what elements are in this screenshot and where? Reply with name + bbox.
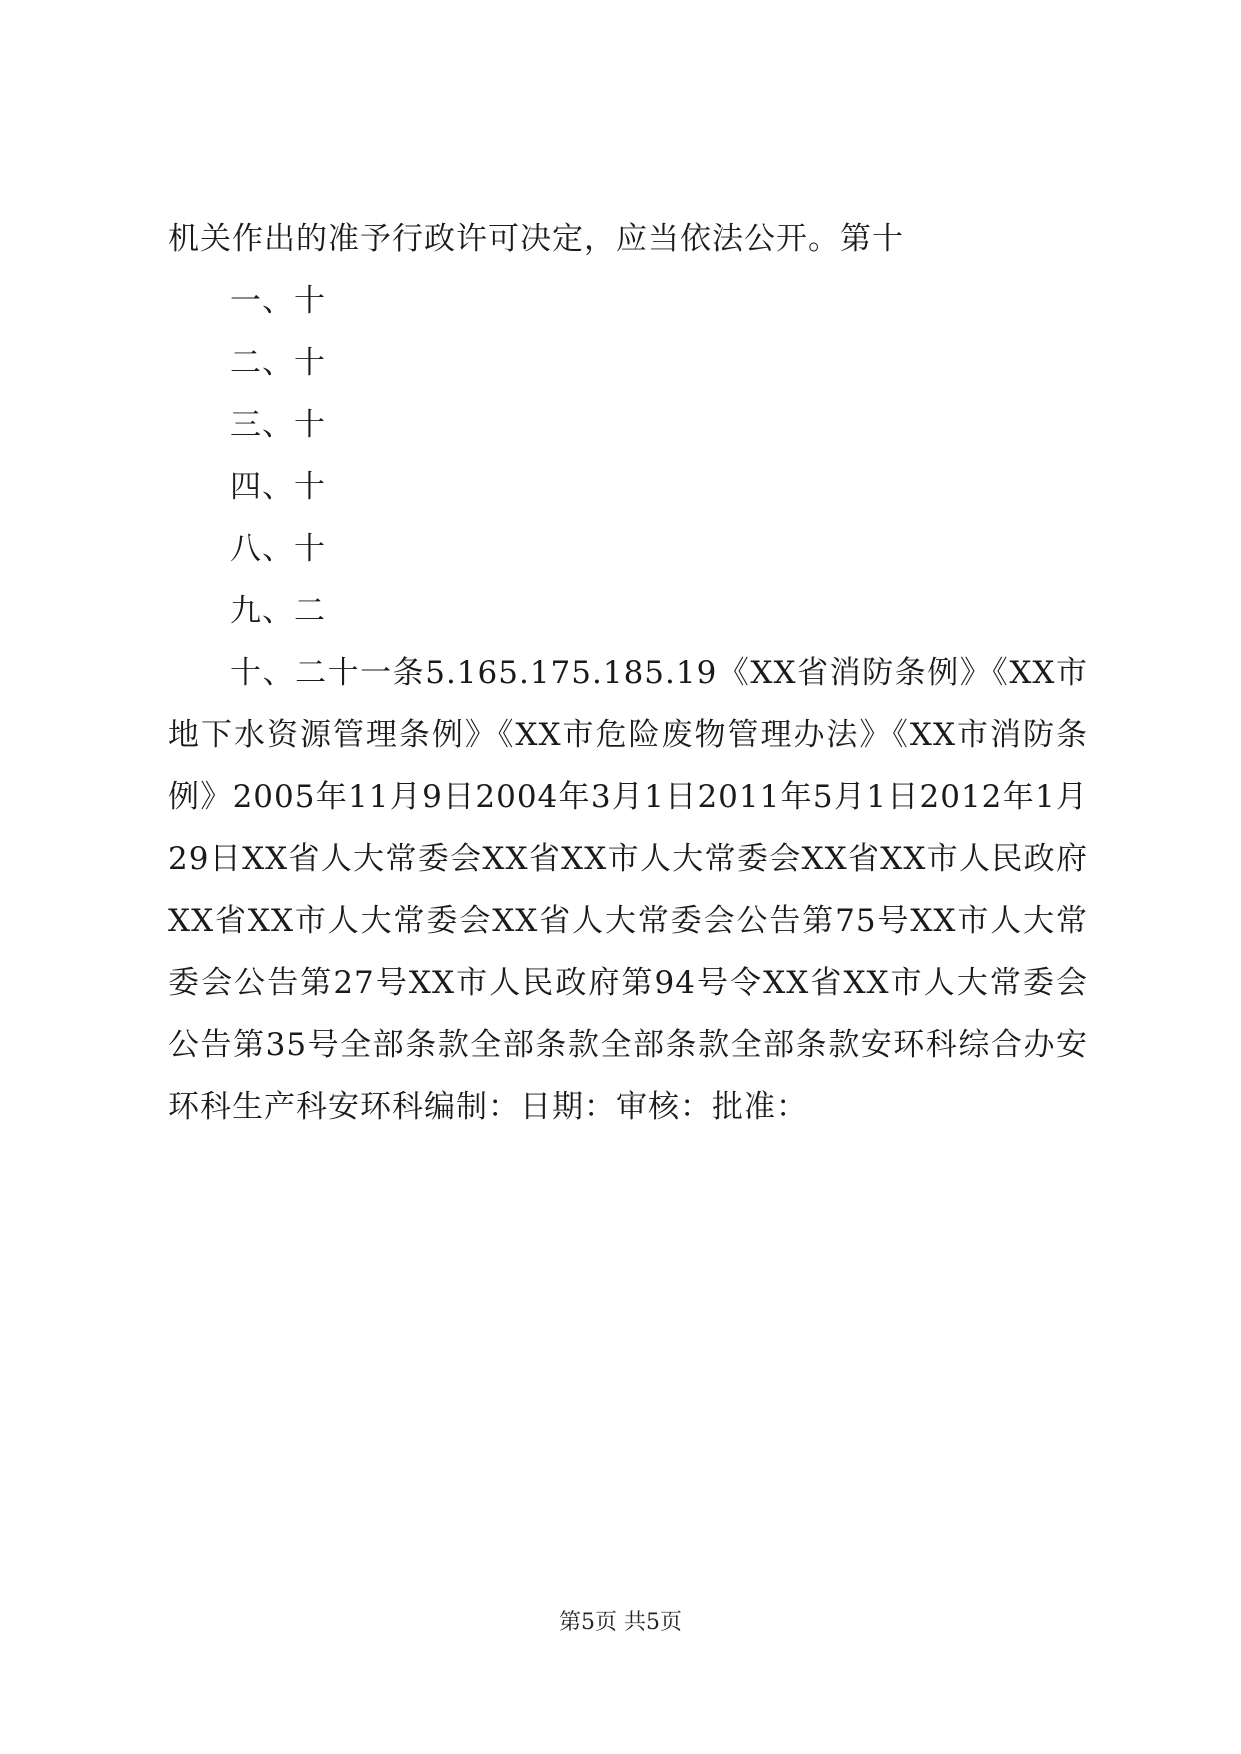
text-line-item-8: 八、十	[230, 531, 326, 567]
regulation-paragraph: 十、二十一条5.165.175.185.19《XX省消防条例》《XX市地下水资源管理条例》《XX市危险废物管理办法》《XX市消防条例》2005年11月9日2004年3月1日2011年5月1日2012年1月29日XX省人大常委会XX省XX市人大常委会XX省XX市人民政府XX省XX市人大常委会XX省人大常委会公告第75号XX市人大常委会公告第27号XX市人民政府第94号令XX省XX市人大常委会公告第35号全部条款全部条款全部条款全部条款安环科综合办安环科生产科安环科编制：日期：审核：批准：	[168, 655, 1088, 1125]
text-line-item-9: 九、二	[230, 593, 326, 629]
document-body	[168, 208, 1088, 1138]
text-line-item-4: 四、十	[230, 469, 326, 505]
page-number-footer: 第5页 共5页	[559, 1610, 682, 1635]
text-line-item-1: 一、十	[230, 283, 326, 319]
text-line-continuation: 机关作出的准予行政许可决定，应当依法公开。第十	[168, 221, 904, 257]
text-line-item-3: 三、十	[230, 407, 326, 443]
text-line-item-2: 二、十	[230, 345, 326, 381]
